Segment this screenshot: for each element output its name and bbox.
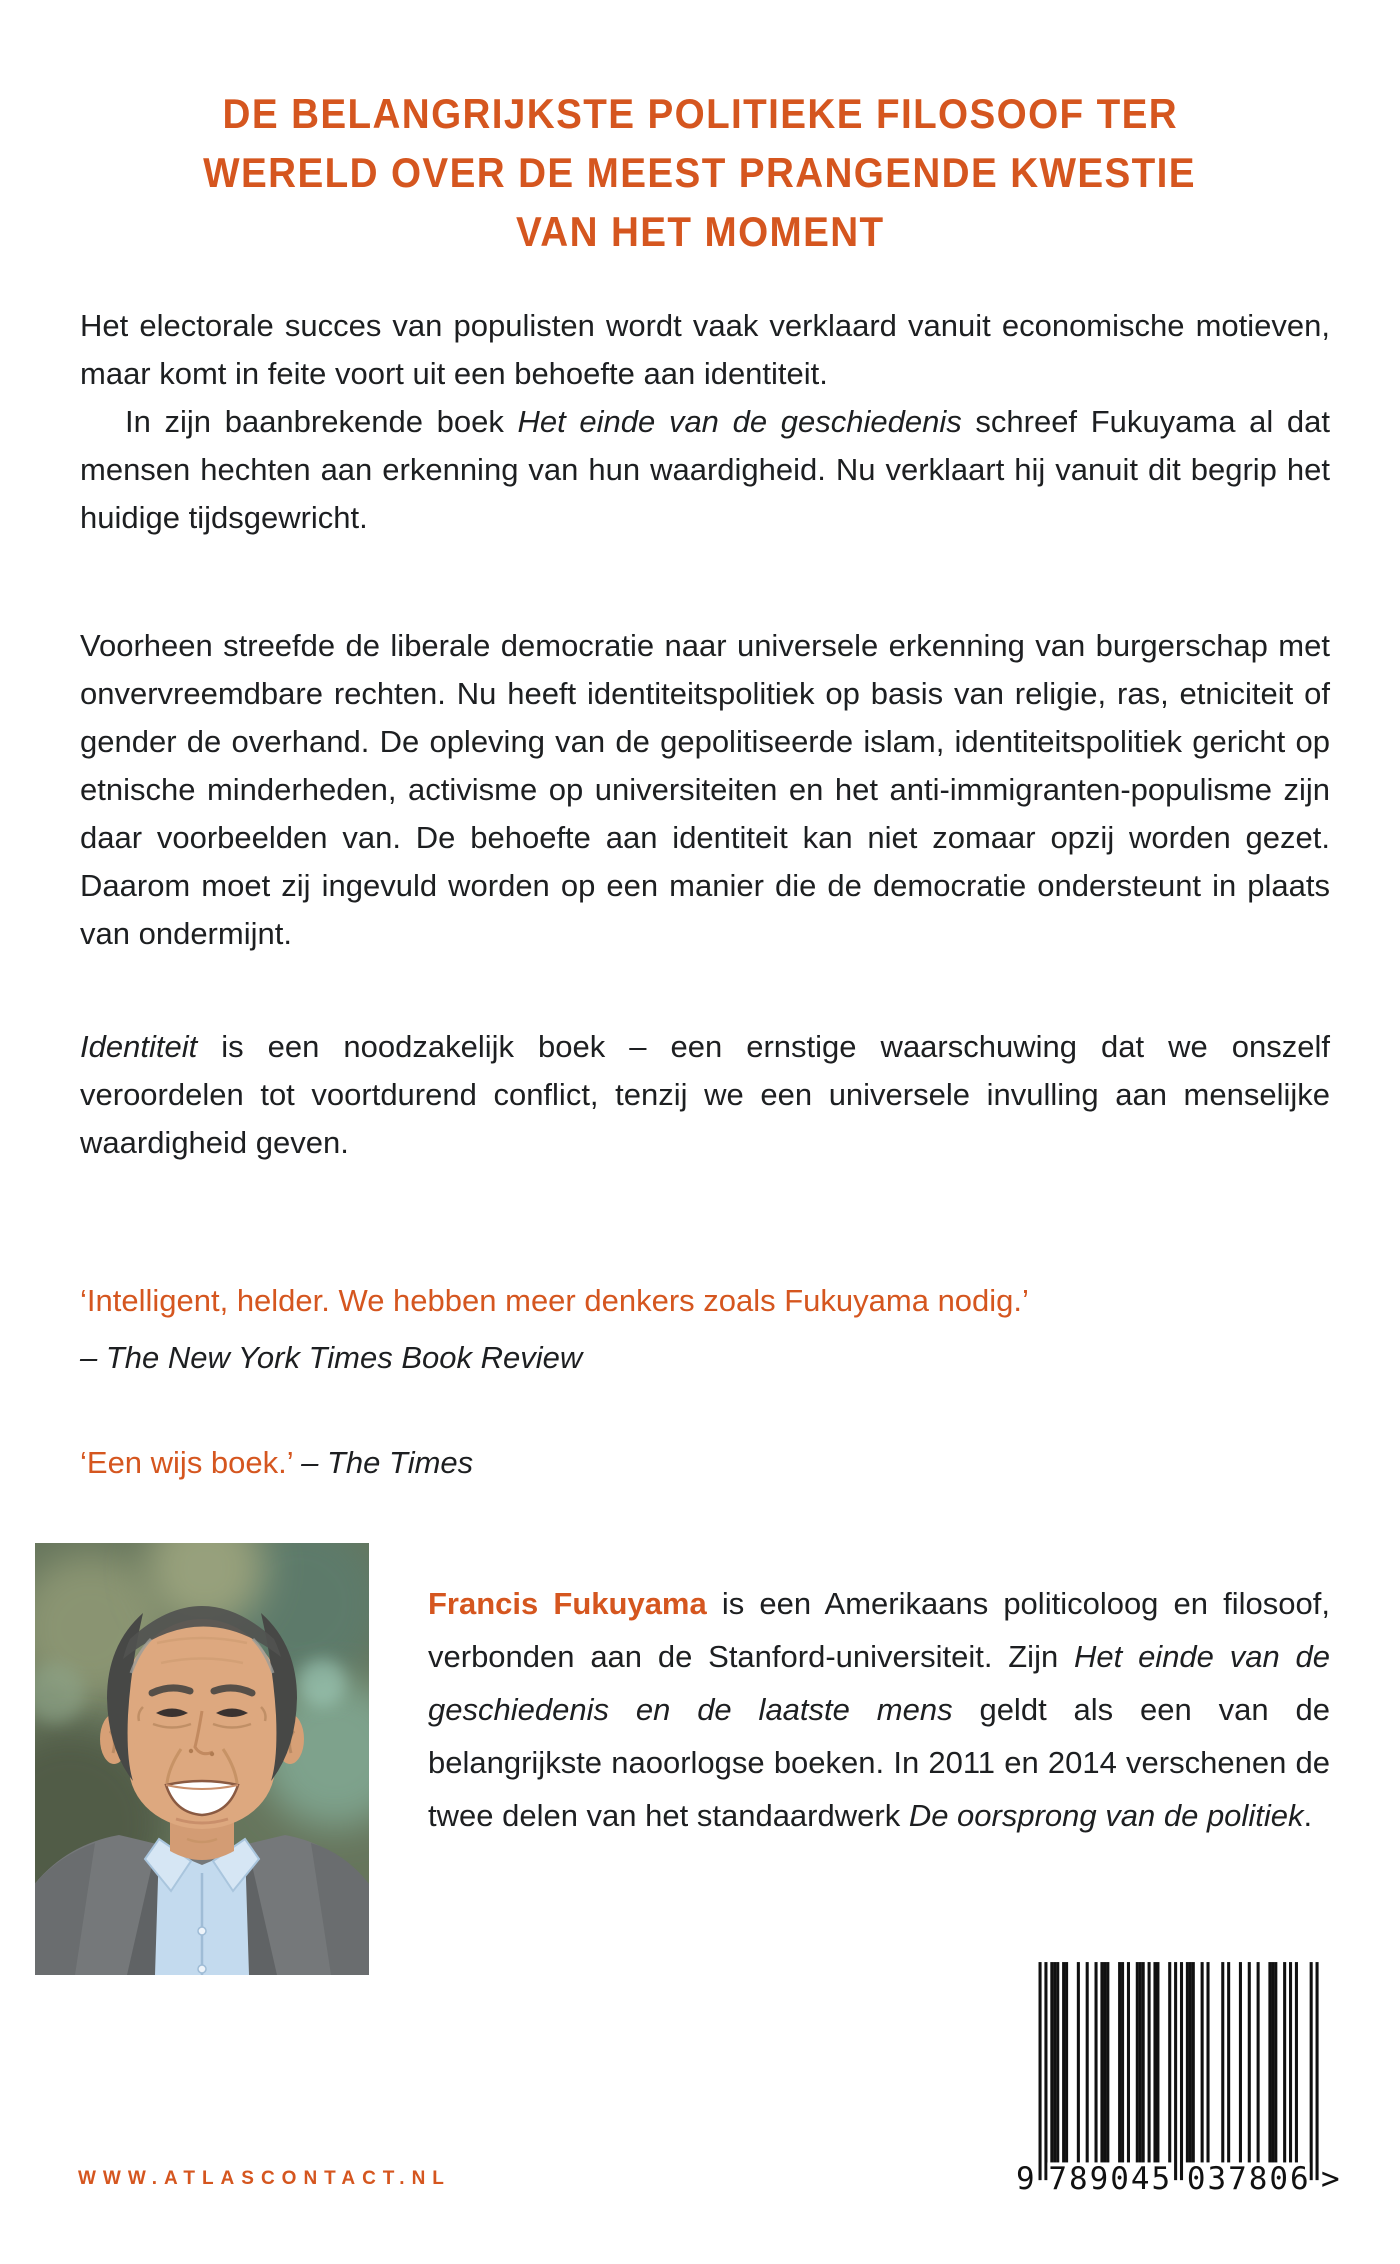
svg-text:8: 8 xyxy=(1068,2160,1088,2192)
svg-text:9: 9 xyxy=(1015,2160,1035,2192)
quote-attribution: – The New York Times Book Review xyxy=(80,1340,583,1375)
svg-text:0: 0 xyxy=(1110,2160,1129,2192)
svg-text:3: 3 xyxy=(1207,2160,1227,2192)
quote-text: ‘Een wijs boek.’ xyxy=(80,1445,293,1480)
svg-text:0: 0 xyxy=(1269,2160,1289,2192)
quote-attribution: – The Times xyxy=(301,1445,474,1480)
svg-text:7: 7 xyxy=(1048,2160,1067,2192)
svg-text:8: 8 xyxy=(1248,2160,1268,2192)
svg-text:9: 9 xyxy=(1089,2160,1109,2192)
svg-text:4: 4 xyxy=(1130,2160,1150,2192)
synopsis-paragraph: In zijn baanbrekende boek Het einde van de geschiedenis schreef Fukuyama al dat mensen hechten aan erkenning van hun waardigheid. Nu verklaart hij vanuit dit begrip het huidige tijdsgewricht. xyxy=(80,404,1331,535)
quote-text: ‘Intelligent, helder. We hebben meer denkers zoals Fukuyama nodig.’ xyxy=(80,1283,1029,1318)
publisher-website: WWW.ATLASCONTACT.NL xyxy=(78,2168,451,2189)
tagline-line: WERELD OVER DE MEEST PRANGENDE KWESTIE xyxy=(203,149,1197,196)
tagline xyxy=(0,84,1400,261)
synopsis xyxy=(80,302,1330,1167)
press-quote xyxy=(80,1272,1330,1386)
author-section xyxy=(35,1543,1330,1975)
synopsis-paragraph: Voorheen streefde de liberale democratie naar universele erkenning van burgerschap met onvervreemdbare rechten. Nu heeft identiteitspolitiek op basis van religie, ras, etniciteit of gender de overhand. De opleving van de gepolitiseerde islam, identiteitspolitiek gericht op etnische minderheden, activisme op universiteiten en het anti-immigranten-populisme zijn daar voorbeelden van. De behoefte aan identiteit kan niet zomaar opzij worden gezet. Daarom moet zij ingevuld worden op een manier die de democratie ondersteunt in plaats van ondermijnt. xyxy=(80,628,1330,951)
author-bio: Francis Fukuyama is een Amerikaans politicoloog en filosoof, verbonden aan de Stanford-universiteit. Zijn Het einde van de geschiedenis en de laatste mens geldt als een van de belangrijkste naoorlogse boeken. In 2011 en 2014 verschenen de twee delen van het standaardwerk De oorsprong van de politiek. xyxy=(428,1586,1330,1833)
synopsis-paragraph: Identiteit is een noodzakelijk boek – een ernstige waarschuwing dat we onszelf veroordelen tot voortdurend conflict, tenzij we een universele invulling aan menselijke waardigheid geven. xyxy=(80,1029,1330,1160)
svg-text:7: 7 xyxy=(1228,2160,1247,2192)
svg-text:5: 5 xyxy=(1151,2160,1171,2192)
synopsis-paragraph: Het electorale succes van populisten wordt vaak verklaard vanuit economische motieven, maar komt in feite voort uit een behoefte aan identiteit. xyxy=(80,308,1330,391)
isbn-barcode xyxy=(1012,1962,1345,2192)
press-quotes xyxy=(80,1272,1330,1491)
svg-text:0: 0 xyxy=(1186,2160,1206,2192)
tagline-line: VAN HET MOMENT xyxy=(515,208,885,255)
press-quote xyxy=(80,1434,1330,1491)
tagline-line: DE BELANGRIJKSTE POLITIEKE FILOSOOF TER xyxy=(222,90,1178,137)
author-photo xyxy=(35,1543,369,1975)
svg-text:6: 6 xyxy=(1290,2160,1309,2192)
svg-text:>: > xyxy=(1320,2160,1340,2192)
